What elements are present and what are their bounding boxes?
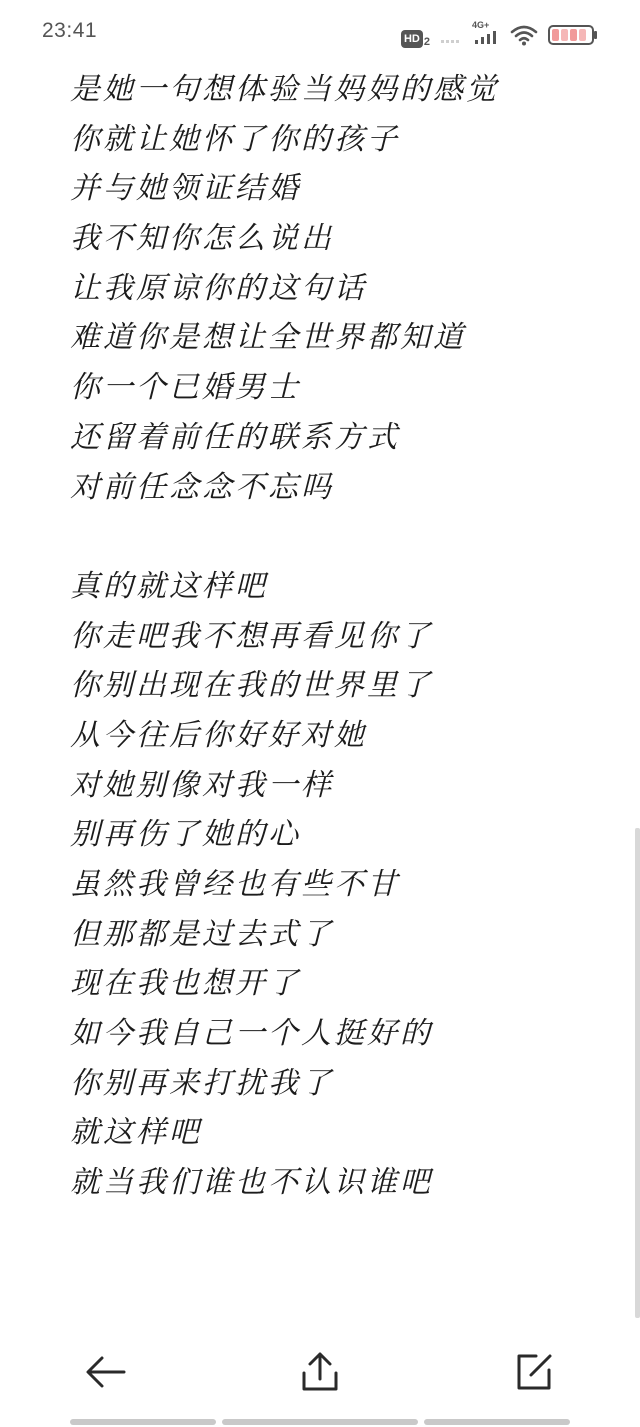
back-arrow-icon — [84, 1352, 128, 1392]
note-line: 我不知你怎么说出 — [70, 221, 334, 257]
back-button[interactable] — [70, 1336, 142, 1408]
note-line: 现在我也想开了 — [70, 966, 301, 1002]
note-line: 你走吧我不想再看见你了 — [70, 618, 433, 654]
note-blank-line — [70, 512, 610, 562]
note-line: 让我原谅你的这句话 — [70, 270, 367, 306]
bottom-toolbar — [0, 1336, 640, 1408]
hd-voice-icon — [401, 22, 430, 48]
status-icons — [401, 22, 598, 48]
scrollbar-thumb[interactable] — [635, 828, 640, 1318]
note-line: 还留着前任的联系方式 — [70, 419, 400, 455]
note-line: 你别再来打扰我了 — [70, 1065, 334, 1101]
note-line: 就当我们谁也不认识谁吧 — [70, 1165, 433, 1201]
share-icon — [300, 1351, 340, 1393]
note-line: 难道你是想让全世界都知道 — [70, 320, 466, 356]
edit-icon — [514, 1352, 554, 1392]
note-line: 对前任念念不忘吗 — [70, 469, 334, 505]
battery-icon — [548, 24, 598, 46]
note-line: 如今我自己一个人挺好的 — [70, 1016, 433, 1052]
network-label: 4G+ — [472, 20, 490, 30]
note-line: 别再伤了她的心 — [70, 817, 301, 853]
home-indicator-left — [70, 1419, 216, 1425]
note-line: 对她别像对我一样 — [70, 767, 334, 803]
note-line: 真的就这样吧 — [70, 568, 268, 604]
home-indicator-right — [424, 1419, 570, 1425]
note-line: 从今往后你好好对她 — [70, 717, 367, 753]
share-button[interactable] — [284, 1336, 356, 1408]
hd-sub-label: 2 — [423, 36, 430, 48]
note-line: 你就让她怀了你的孩子 — [70, 121, 400, 157]
note-content[interactable] — [70, 65, 610, 1208]
note-line: 你别出现在我的世界里了 — [70, 668, 433, 704]
note-line: 并与她领证结婚 — [70, 171, 301, 207]
note-line: 就这样吧 — [70, 1115, 202, 1151]
note-line: 你一个已婚男士 — [70, 370, 301, 406]
status-bar — [0, 0, 640, 66]
note-line: 虽然我曾经也有些不甘 — [70, 867, 400, 902]
edit-button[interactable] — [498, 1336, 570, 1408]
hd-label: HD — [401, 30, 423, 48]
note-line: 但那都是过去式了 — [70, 916, 334, 952]
home-indicator-center — [222, 1419, 418, 1425]
note-line: 是她一句想体验当妈妈的感觉 — [70, 72, 499, 107]
wifi-icon — [510, 24, 538, 46]
signal-4g-icon — [472, 22, 500, 48]
signal-empty-icon — [440, 25, 462, 45]
status-time: 23:41 — [42, 19, 98, 42]
